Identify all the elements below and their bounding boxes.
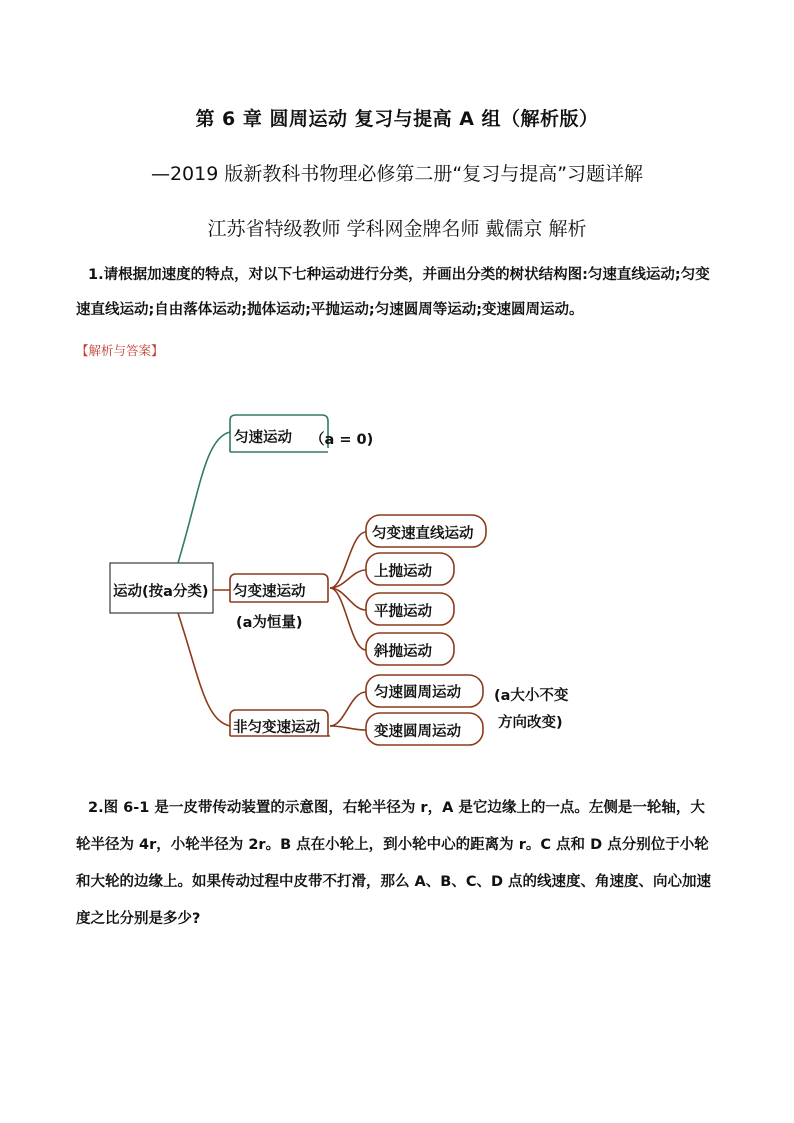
fan-line-6 bbox=[330, 726, 366, 730]
non-uniform-note-line1: (a大小不变 bbox=[494, 688, 569, 704]
classification-tree-diagram bbox=[0, 380, 794, 760]
child-label-3: 平抛运动 bbox=[374, 604, 432, 620]
author-line: 江苏省特级教师 学科网金牌名师 戴儒京 解析 bbox=[207, 218, 587, 240]
fan-line-5 bbox=[330, 692, 366, 726]
page-subtitle: —2019 版新教科书物理必修第二册“复习与提高”习题详解 bbox=[150, 163, 644, 185]
child-label-5: 匀速圆周运动 bbox=[374, 685, 461, 701]
uniform-accel-label: 匀变速运动 bbox=[233, 584, 306, 600]
uniform-accel-note: (a为恒量) bbox=[236, 615, 303, 631]
child-label-1: 匀变速直线运动 bbox=[372, 526, 474, 542]
branch-line-uniform bbox=[178, 432, 230, 563]
uniform-note: （a = 0) bbox=[310, 432, 374, 448]
page-title: 第 6 章 圆周运动 复习与提高 A 组（解析版） bbox=[195, 108, 599, 130]
answer-tag: 【解析与答案】 bbox=[76, 343, 164, 358]
root-label: 运动(按a分类) bbox=[113, 584, 209, 600]
branch-line-non-uniform bbox=[178, 613, 230, 726]
child-label-6: 变速圆周运动 bbox=[374, 724, 461, 740]
question-2-text: 2.图 6-1 是一皮带传动装置的示意图，右轮半径为 r，A 是它边缘上的一点。左侧是一轮轴，大轮半径为 4r，小轮半径为 2r。B 点在小轮上，到小轮中心的距离为 r。C 点和 D 点分别位于小轮和大轮的边缘上。如果传动过程中皮带不打滑，那么 A、B、C、D 点的线速度、角速度、向心加速度之比分别是多少? bbox=[76, 800, 712, 927]
non-uniform-label: 非匀变速运动 bbox=[233, 720, 320, 736]
uniform-label: 匀速运动 bbox=[234, 430, 292, 446]
question-1 bbox=[76, 258, 716, 328]
child-label-4: 斜抛运动 bbox=[374, 644, 432, 660]
non-uniform-note-line2: 方向改变) bbox=[498, 715, 563, 731]
question-2 bbox=[76, 790, 716, 938]
fan-line-4 bbox=[330, 588, 366, 650]
question-1-text: 1.请根据加速度的特点，对以下七种运动进行分类，并画出分类的树状结构图:匀速直线运动;匀变速直线运动;自由落体运动;抛体运动;平抛运动;匀速圆周等运动;变速圆周运动。 bbox=[76, 267, 710, 318]
child-label-2: 上抛运动 bbox=[374, 564, 432, 580]
